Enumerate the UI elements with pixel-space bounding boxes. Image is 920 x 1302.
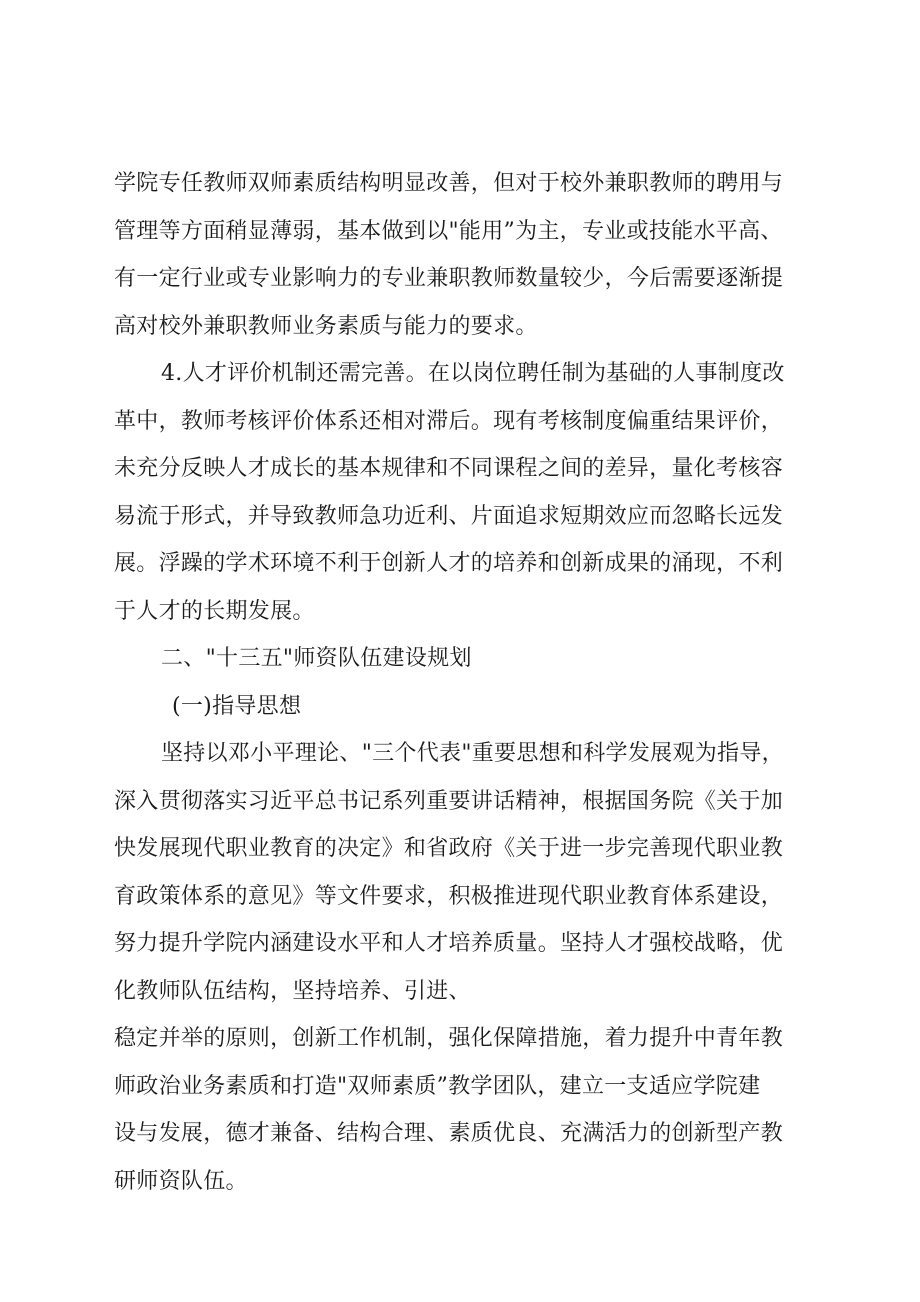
text-line-2: 管理等方面稍显薄弱，基本做到以"能用”为主，专业或技能水平高、: [114, 218, 783, 244]
text-line-22: 研师资队伍。: [114, 1168, 248, 1194]
text-line-16: 育政策体系的意见》等文件要求，积极推进现代职业教育体系建设，: [114, 883, 784, 909]
text-line-9: 展。浮躁的学术环境不利于创新人才的培养和创新成果的涌现，不利: [114, 551, 784, 576]
document-page: [114, 160, 830, 1205]
text-line-7: 未充分反映人才成长的基本规律和不同课程之间的差异，量化考核容: [114, 456, 784, 481]
text-line-19: 稳定并举的原则，创新工作机制，强化保障措施，着力提升中青年教: [114, 1026, 784, 1051]
text-line-3: 有一定行业或专业影响力的专业兼职教师数量较少，今后需要逐渐提: [114, 266, 784, 291]
text-line-14: 深入贯彻落实习近平总书记系列重要讲话精神，根据国务院《关于加: [114, 788, 784, 814]
text-line-21: 设与发展，德才兼备、结构合理、素质优良、充满活力的创新型产教: [114, 1121, 784, 1146]
text-line-17: 努力提升学院内涵建设水平和人才培养质量。坚持人才强校战略，优: [114, 931, 784, 956]
text-line-20: 师政治业务素质和打造"双师素质”教学团队，建立一支适应学院建: [114, 1073, 761, 1099]
text-line-4: 高对校外兼职教师业务素质与能力的要求。: [114, 313, 538, 339]
chapter-heading: 二、"十三五"师资队伍建设规划: [161, 646, 472, 671]
text-line-6: 革中，教师考核评价体系还相对滞后。现有考核制度偏重结果评价，: [114, 408, 784, 434]
subsection-heading: (一)指导思想: [172, 693, 302, 719]
text-line-10: 于人才的长期发展。: [114, 598, 315, 624]
text-line-18: 化教师队伍结构，坚持培养、引进、: [114, 978, 471, 1004]
text-line-15: 快发展现代职业教育的决定》和省政府《关于进一步完善现代职业教: [114, 836, 784, 861]
text-line-1: 学院专任教师双师素质结构明显改善，但对于校外兼职教师的聘用与: [114, 171, 784, 196]
section-4-heading-line: 4.人才评价机制还需完善。在以岗位聘任制为基础的人事制度改: [161, 361, 785, 386]
text-line-8: 易流于形式，并导致教师急功近利、片面追求短期效应而忽略长远发: [114, 503, 784, 529]
paragraph-start-line: 坚持以邓小平理论、"三个代表"重要思想和科学发展观为指导，: [161, 741, 784, 766]
